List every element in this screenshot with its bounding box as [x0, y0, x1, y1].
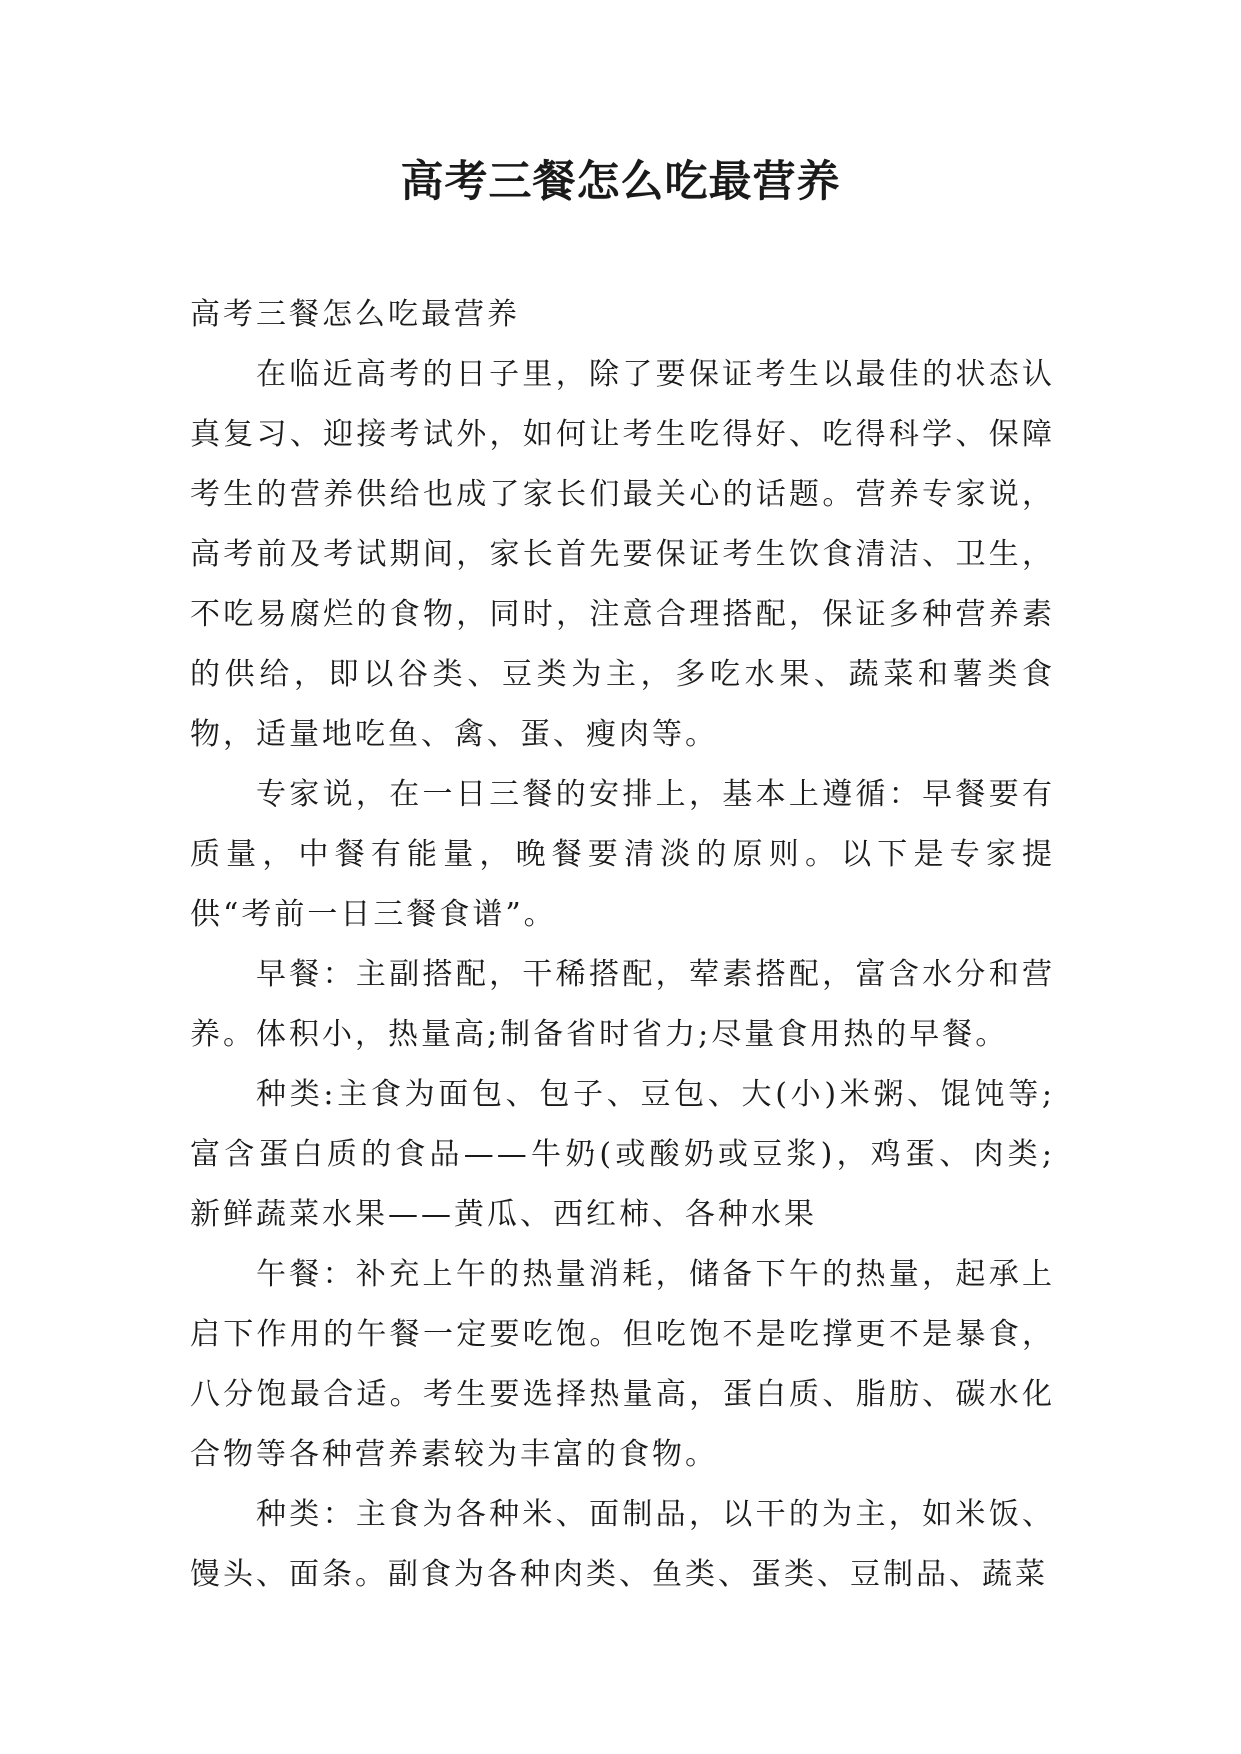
body-paragraph-principle: 专家说，在一日三餐的安排上，基本上遵循：早餐要有质量，中餐有能量，晚餐要清淡的原则。以下是专家提供“考前一日三餐食谱”。: [190, 777, 1055, 932]
document-subtitle: 高考三餐怎么吃最营养: [190, 297, 520, 332]
body-paragraph-breakfast-types: 种类:主食为面包、包子、豆包、大(小)米粥、馄饨等;富含蛋白质的食品——牛奶(或酸奶或豆浆)，鸡蛋、肉类;新鲜蔬菜水果——黄瓜、西红柿、各种水果: [190, 1077, 1055, 1232]
body-paragraph-intro: 在临近高考的日子里，除了要保证考生以最佳的状态认真复习、迎接考试外，如何让考生吃得好、吃得科学、保障考生的营养供给也成了家长们最关心的话题。营养专家说，高考前及考试期间，家长首先要保证考生饮食清洁、卫生，不吃易腐烂的食物，同时，注意合理搭配，保证多种营养素的供给，即以谷类、豆类为主，多吃水果、蔬菜和薯类食物，适量地吃鱼、禽、蛋、瘦肉等。: [190, 357, 1055, 752]
document-title: 高考三餐怎么吃最营养: [400, 157, 841, 207]
body-paragraph-lunch-types: 种类：主食为各种米、面制品，以干的为主，如米饭、馒头、面条。副食为各种肉类、鱼类、蛋类、豆制品、蔬菜: [190, 1497, 1055, 1592]
body-paragraph-breakfast: 早餐：主副搭配，干稀搭配，荤素搭配，富含水分和营养。体积小，热量高;制备省时省力;尽量食用热的早餐。: [190, 957, 1055, 1052]
document-body: [190, 285, 1055, 1605]
body-paragraph-lunch: 午餐：补充上午的热量消耗，储备下午的热量，起承上启下作用的午餐一定要吃饱。但吃饱不是吃撑更不是暴食，八分饱最合适。考生要选择热量高，蛋白质、脂肪、碳水化合物等各种营养素较为丰富的食物。: [190, 1257, 1055, 1472]
